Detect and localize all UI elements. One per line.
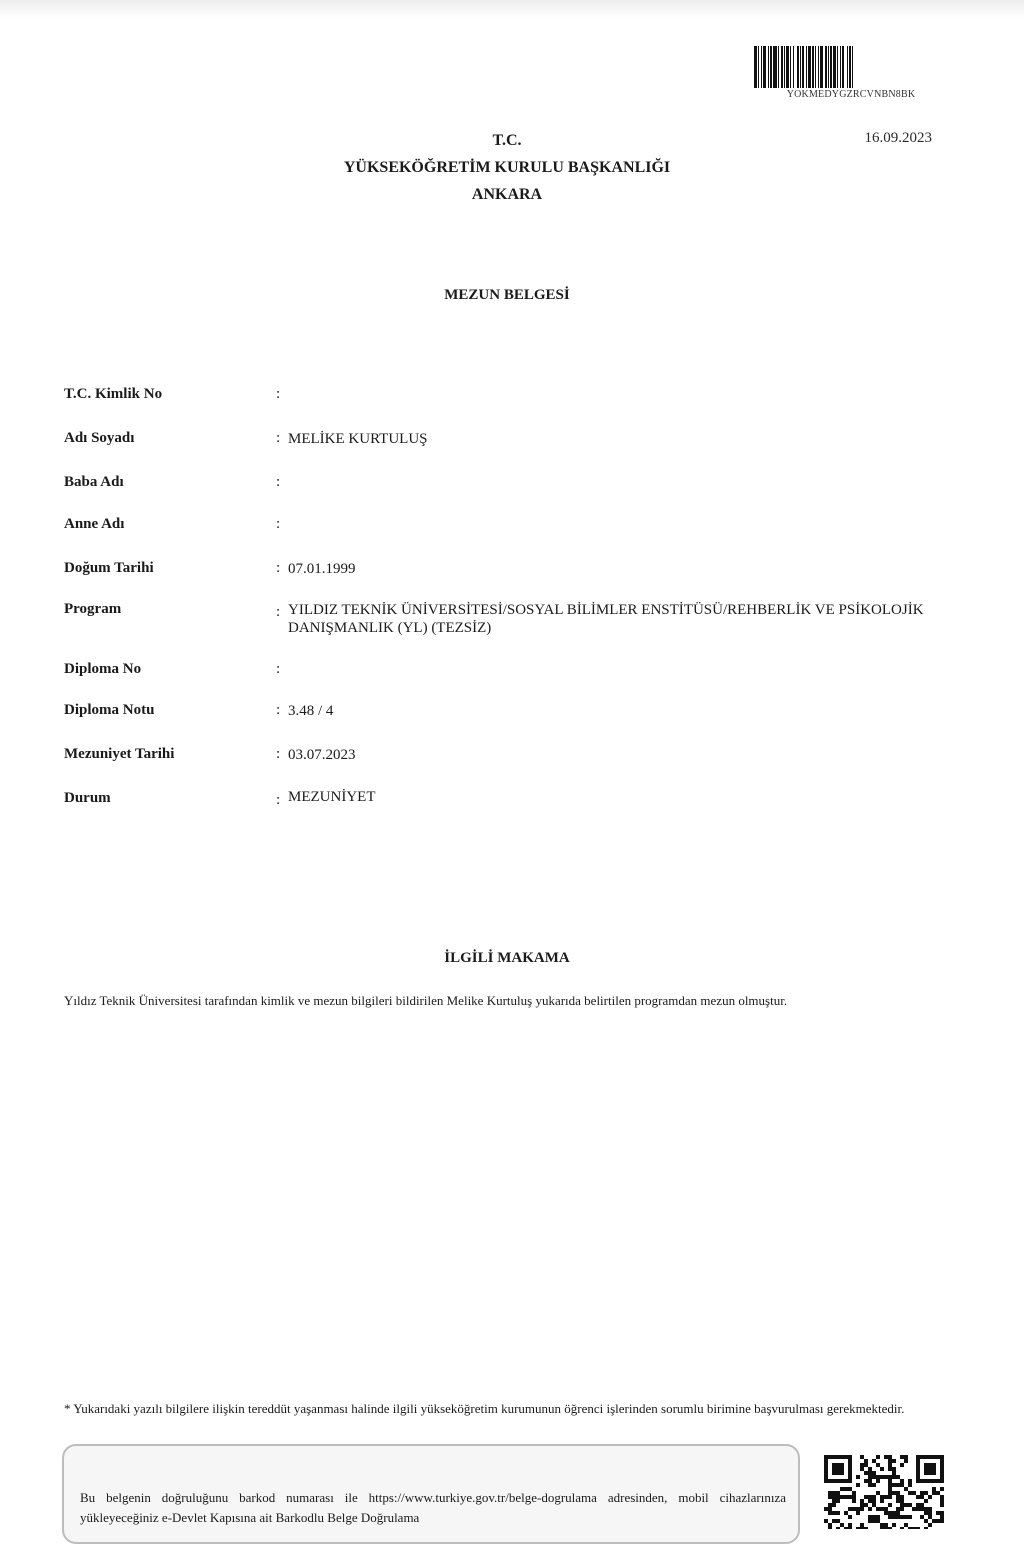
field-colon: : — [276, 661, 281, 677]
document-title: MEZUN BELGESİ — [444, 287, 570, 303]
section-title-ilgili-makama: İLGİLİ MAKAMA — [444, 950, 570, 966]
institution-header — [300, 127, 714, 208]
field-label-father-name: Baba Adı — [64, 474, 124, 490]
barcode-number: YOKMEDYGZRCVNBN8BK — [786, 89, 916, 100]
field-label-birth-date: Doğum Tarihi — [64, 560, 154, 576]
field-label-program: Program — [64, 601, 122, 617]
field-label-mother-name: Anne Adı — [64, 516, 125, 532]
field-colon: : — [276, 516, 281, 532]
field-label-diploma-grade: Diploma Notu — [64, 702, 155, 718]
field-label-diploma-no: Diploma No — [64, 661, 142, 677]
field-value-graduation-date: 03.07.2023 — [288, 747, 356, 763]
field-colon: : — [276, 792, 281, 808]
field-label-status: Durum — [64, 790, 111, 806]
statement-paragraph: Yıldız Teknik Üniversitesi tarafından kimlik ve mezun bilgileri bildirilen Melike Kurtuluş yukarıda belirtilen programdan mezun olmuştur. — [64, 993, 788, 1008]
field-value-status: MEZUNİYET — [288, 789, 376, 805]
field-value-name: MELİKE KURTULUŞ — [288, 431, 428, 447]
top-shade — [0, 0, 1024, 18]
field-value-birth-date: 07.01.1999 — [288, 561, 356, 577]
header-line-city: ANKARA — [471, 186, 543, 203]
qr-code-icon — [824, 1455, 946, 1529]
field-label-graduation-date: Mezuniyet Tarihi — [64, 746, 175, 762]
field-colon: : — [276, 386, 281, 402]
field-value-program: YILDIZ TEKNİK ÜNİVERSİTESİ/SOSYAL BİLİMLER ENSTİTÜSÜ/REHBERLİK VE PSİKOLOJİK DANIŞMANLIK (YL) (TEZSİZ) — [288, 602, 924, 636]
field-colon: : — [276, 474, 281, 490]
field-colon: : — [276, 702, 281, 718]
field-label-tc-kimlik: T.C. Kimlik No — [64, 386, 163, 402]
verification-text: Bu belgenin doğruluğunu barkod numarası ile https://www.turkiye.gov.tr/belge-dogrulama adresinden, mobil cihazlarınıza yükleyeceğiniz e-Devlet Kapısına ait Barkodlu Belge Doğrulama — [80, 1490, 786, 1525]
barcode — [754, 46, 948, 88]
field-colon: : — [276, 604, 281, 620]
field-colon: : — [276, 746, 281, 762]
header-line-institution: YÜKSEKÖĞRETİM KURULU BAŞKANLIĞI — [343, 159, 671, 176]
document-date: 16.09.2023 — [864, 130, 932, 146]
field-colon: : — [276, 430, 281, 446]
footnote: * Yukarıdaki yazılı bilgilere ilişkin tereddüt yaşanması halinde ilgili yükseköğretim kurumunun öğrenci işlerinden sorumlu birimine başvurulması gerekmektedir. — [64, 1401, 905, 1416]
field-colon: : — [276, 560, 281, 576]
field-label-name: Adı Soyadı — [64, 430, 135, 446]
field-value-diploma-grade: 3.48 / 4 — [288, 703, 334, 719]
header-line-country: T.C. — [492, 132, 522, 149]
